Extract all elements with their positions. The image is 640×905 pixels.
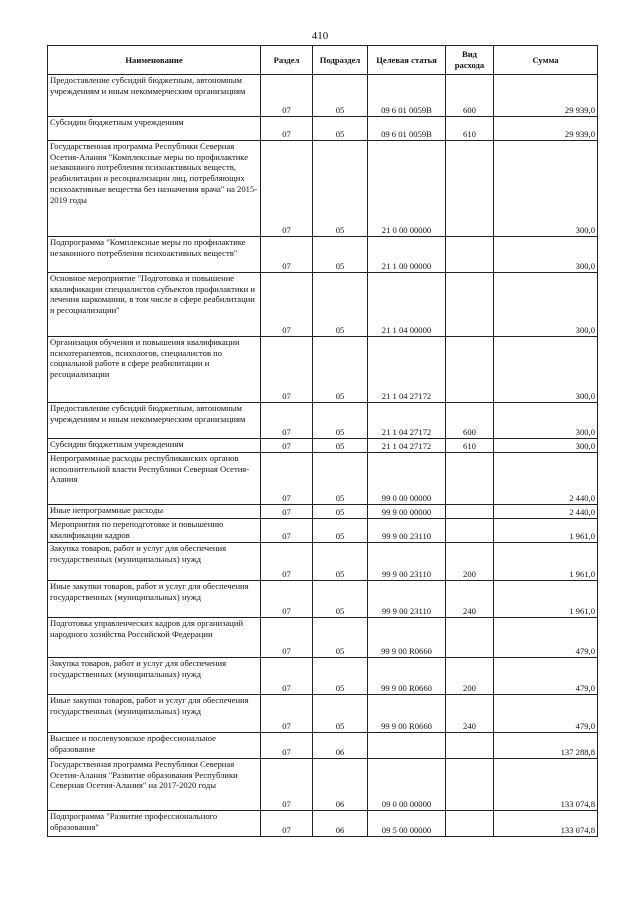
table-row — [48, 273, 598, 337]
table-row — [48, 811, 598, 837]
table-row — [48, 658, 598, 695]
row-amount: 479,0 — [494, 618, 598, 658]
row-section: 07 — [261, 453, 313, 505]
row-article: 09 0 00 00000 — [368, 759, 446, 811]
row-section: 07 — [261, 273, 313, 337]
table-row — [48, 141, 598, 237]
row-type — [446, 519, 494, 543]
row-amount: 29 939,0 — [494, 117, 598, 141]
row-article: 21 1 00 00000 — [368, 237, 446, 273]
row-subsection: 05 — [313, 337, 368, 403]
row-amount: 2 440,0 — [494, 453, 598, 505]
row-subsection: 05 — [313, 403, 368, 439]
row-name: Предоставление субсидий бюджетным, автономным учреждениям и иным некоммерческим организациям — [48, 403, 261, 439]
table-row — [48, 237, 598, 273]
row-article: 21 1 04 00000 — [368, 273, 446, 337]
row-amount: 1 961,0 — [494, 519, 598, 543]
row-type — [446, 237, 494, 273]
row-name: Иные непрограммные расходы — [48, 505, 261, 519]
row-article: 99 9 00 23110 — [368, 519, 446, 543]
row-section: 07 — [261, 237, 313, 273]
row-name: Государственная программа Республики Северная Осетия-Алания "Развитие образования Республики Северная Осетия-Алания" на 2017-2020 годы — [48, 759, 261, 811]
row-amount: 479,0 — [494, 695, 598, 733]
row-article: 09 5 00 00000 — [368, 811, 446, 837]
row-subsection: 05 — [313, 273, 368, 337]
row-type — [446, 453, 494, 505]
row-amount: 2 440,0 — [494, 505, 598, 519]
row-amount: 479,0 — [494, 658, 598, 695]
row-article: 09 6 01 0059В — [368, 75, 446, 117]
row-section: 07 — [261, 505, 313, 519]
row-type: 600 — [446, 403, 494, 439]
row-article: 21 1 04 27172 — [368, 439, 446, 453]
table-row — [48, 695, 598, 733]
row-subsection: 06 — [313, 811, 368, 837]
row-article: 99 0 00 00000 — [368, 453, 446, 505]
row-type: 200 — [446, 543, 494, 581]
row-type: 610 — [446, 439, 494, 453]
table-row — [48, 439, 598, 453]
row-type — [446, 273, 494, 337]
row-name: Субсидии бюджетным учреждениям — [48, 117, 261, 141]
row-type — [446, 733, 494, 759]
row-section: 07 — [261, 618, 313, 658]
row-subsection: 05 — [313, 695, 368, 733]
row-section: 07 — [261, 695, 313, 733]
table-row — [48, 337, 598, 403]
row-subsection: 05 — [313, 618, 368, 658]
row-article: 21 1 04 27172 — [368, 337, 446, 403]
row-amount: 137 288,8 — [494, 733, 598, 759]
table-row — [48, 759, 598, 811]
row-section: 07 — [261, 117, 313, 141]
row-amount: 300,0 — [494, 439, 598, 453]
row-section: 07 — [261, 439, 313, 453]
row-type — [446, 618, 494, 658]
row-article: 09 6 01 0059В — [368, 117, 446, 141]
row-section: 07 — [261, 581, 313, 618]
page-number: 410 — [311, 30, 329, 42]
row-section: 07 — [261, 519, 313, 543]
row-article: 99 9 00 R0660 — [368, 618, 446, 658]
row-article: 99 9 00 23110 — [368, 581, 446, 618]
table-header-row — [48, 46, 598, 75]
row-type: 610 — [446, 117, 494, 141]
row-type — [446, 759, 494, 811]
row-amount: 133 074,8 — [494, 759, 598, 811]
row-article: 21 0 00 00000 — [368, 141, 446, 237]
row-name: Закупка товаров, работ и услуг для обеспечения государственных (муниципальных) нужд — [48, 658, 261, 695]
row-subsection: 05 — [313, 581, 368, 618]
row-name: Подготовка управленческих кадров для организаций народного хозяйства Российской Федерации — [48, 618, 261, 658]
row-amount: 1 961,0 — [494, 581, 598, 618]
budget-table — [47, 45, 598, 837]
row-subsection: 05 — [313, 117, 368, 141]
row-article: 99 9 00 R0660 — [368, 658, 446, 695]
row-type — [446, 141, 494, 237]
row-article: 99 9 00 R0660 — [368, 695, 446, 733]
row-name: Закупка товаров, работ и услуг для обеспечения государственных (муниципальных) нужд — [48, 543, 261, 581]
row-subsection: 05 — [313, 453, 368, 505]
row-subsection: 06 — [313, 759, 368, 811]
row-type: 200 — [446, 658, 494, 695]
row-article: 21 1 04 27172 — [368, 403, 446, 439]
row-subsection: 05 — [313, 543, 368, 581]
row-subsection: 05 — [313, 75, 368, 117]
row-subsection: 05 — [313, 141, 368, 237]
row-subsection: 05 — [313, 519, 368, 543]
row-name: Государственная программа Республики Северная Осетия-Алания "Комплексные меры по профилактике незаконного потребления психоактивных веществ, реабилитации и ресоциализации лиц, потребляющих психоактивные вещества без назначения врача" на 2015-2019 годы — [48, 141, 261, 237]
row-name: Предоставление субсидий бюджетным, автономным учреждениям и иным некоммерческим организациям — [48, 75, 261, 117]
row-article: 99 9 00 23110 — [368, 543, 446, 581]
row-name: Непрограммные расходы республиканских органов исполнительной власти Республики Северная Осетия-Алания — [48, 453, 261, 505]
row-type: 600 — [446, 75, 494, 117]
table-row — [48, 505, 598, 519]
row-type: 240 — [446, 581, 494, 618]
row-subsection: 05 — [313, 505, 368, 519]
table-row — [48, 453, 598, 505]
table-row — [48, 75, 598, 117]
row-subsection: 06 — [313, 733, 368, 759]
row-amount: 300,0 — [494, 337, 598, 403]
header-section: Раздел — [261, 46, 313, 75]
row-name: Мероприятия по переподготовке и повышению квалификации кадров — [48, 519, 261, 543]
table-row — [48, 543, 598, 581]
header-target-article: Целевая статья — [368, 46, 446, 75]
row-subsection: 05 — [313, 658, 368, 695]
row-article: 99 9 00 00000 — [368, 505, 446, 519]
row-type — [446, 811, 494, 837]
table-row — [48, 618, 598, 658]
row-section: 07 — [261, 759, 313, 811]
row-name: Организация обучения и повышения квалификации психотерапевтов, психологов, специалистов по социальной работе в сфере реабилитации и ресоциализации — [48, 337, 261, 403]
header-name: Наименование — [48, 46, 261, 75]
row-name: Подпрограмма "Комплексные меры по профилактике незаконного потребления психоактивных веществ" — [48, 237, 261, 273]
row-name: Высшее и послевузовское профессиональное образование — [48, 733, 261, 759]
row-section: 07 — [261, 337, 313, 403]
row-section: 07 — [261, 733, 313, 759]
row-name: Основное мероприятие "Подготовка и повышение квалификации специалистов субъектов профилактики и лечения наркомании, в том числе в сфере реабилитации и ресоциализации" — [48, 273, 261, 337]
table-row — [48, 581, 598, 618]
row-amount: 1 961,0 — [494, 543, 598, 581]
row-section: 07 — [261, 141, 313, 237]
row-name: Субсидии бюджетным учреждениям — [48, 439, 261, 453]
row-article — [368, 733, 446, 759]
row-amount: 300,0 — [494, 403, 598, 439]
row-type — [446, 337, 494, 403]
table-row — [48, 403, 598, 439]
header-amount: Сумма — [494, 46, 598, 75]
row-amount: 300,0 — [494, 141, 598, 237]
row-section: 07 — [261, 543, 313, 581]
row-amount: 29 939,0 — [494, 75, 598, 117]
row-section: 07 — [261, 75, 313, 117]
row-amount: 300,0 — [494, 273, 598, 337]
row-section: 07 — [261, 403, 313, 439]
row-type: 240 — [446, 695, 494, 733]
table-row — [48, 117, 598, 141]
row-section: 07 — [261, 811, 313, 837]
row-name: Подпрограмма "Развитие профессионального образования" — [48, 811, 261, 837]
row-section: 07 — [261, 658, 313, 695]
row-subsection: 05 — [313, 439, 368, 453]
row-amount: 300,0 — [494, 237, 598, 273]
table-row — [48, 733, 598, 759]
row-name: Иные закупки товаров, работ и услуг для обеспечения государственных (муниципальных) нужд — [48, 695, 261, 733]
row-amount: 133 074,8 — [494, 811, 598, 837]
header-expense-type: Вид расхода — [446, 46, 494, 75]
row-subsection: 05 — [313, 237, 368, 273]
header-subsection: Подраздел — [313, 46, 368, 75]
row-type — [446, 505, 494, 519]
row-name: Иные закупки товаров, работ и услуг для обеспечения государственных (муниципальных) нужд — [48, 581, 261, 618]
table-row — [48, 519, 598, 543]
